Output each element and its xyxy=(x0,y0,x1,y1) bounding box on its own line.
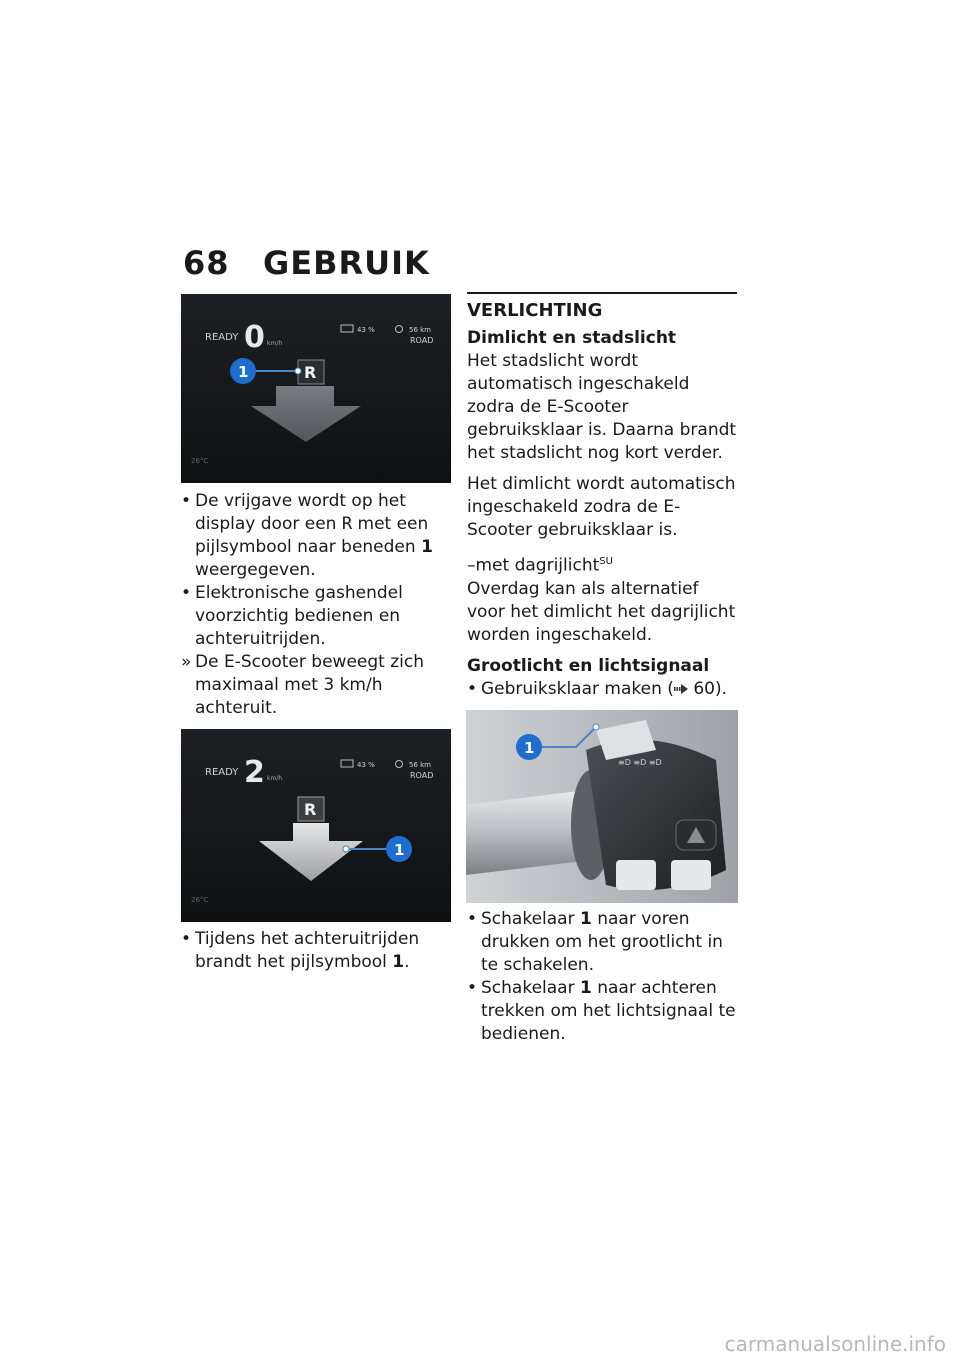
result-item: » De E-Scooter beweegt zich maximaal met 3 km/h achteruit. xyxy=(181,652,424,718)
paragraph: Het stadslicht wordt automatisch ingeschakeld zodra de E-Scooter gebruiksklaar is. Daarna brandt het stadslicht nog kort verder. xyxy=(467,351,737,463)
handlebar-switch-image xyxy=(466,710,738,903)
list-item: • Gebruiksklaar maken ( 60). xyxy=(467,678,727,699)
speed-value: 0 xyxy=(244,320,265,355)
reverse-symbol: R xyxy=(341,514,353,534)
option-line: –met dagrijlicht$^{SU}$ xyxy=(467,555,613,576)
list-item: • Schakelaar 1 naar achteren trekken om het lichtsignaal te bedienen. xyxy=(467,978,736,1044)
subsection-title: Grootlicht en lichtsignaal xyxy=(467,655,710,676)
subsection-title: Dimlicht en stadslicht xyxy=(467,328,677,348)
callout-number: 1 xyxy=(524,739,535,757)
ready-label: READY xyxy=(205,332,239,343)
paragraph: Overdag kan als alternatief voor het dimlicht het dagrijlicht worden ingeschakeld. xyxy=(467,578,736,645)
battery-value: 43 % xyxy=(357,326,375,334)
switch-button xyxy=(616,860,656,890)
battery-value: 43 % xyxy=(357,761,375,769)
paragraph: Het dimlicht wordt automatisch ingeschakeld zodra de E-Scooter gebruiksklaar is. xyxy=(467,474,736,540)
display-image-reversing xyxy=(181,729,451,922)
watermark: carmanualsonline.info xyxy=(724,1332,946,1356)
section-title: VERLICHTING xyxy=(467,292,737,321)
gear-indicator: R xyxy=(304,800,317,819)
ready-label: READY xyxy=(205,767,239,778)
right-column-text xyxy=(467,327,739,701)
list-item: • De vrijgave wordt op het display door een R met een pijlsymbool naar beneden 1 weergegeven. xyxy=(181,491,433,580)
temperature: 26°C xyxy=(191,457,209,465)
list-item: • Schakelaar 1 naar voren drukken om het grootlicht in te schakelen. xyxy=(467,909,723,975)
display-image-reverse-ready xyxy=(181,294,451,483)
ride-mode: ROAD xyxy=(410,336,434,345)
page-number: 68 xyxy=(183,244,230,282)
callout-number: 1 xyxy=(238,363,249,381)
right-instructions xyxy=(467,908,739,1046)
speed-unit: km/h xyxy=(267,340,283,347)
list-item: • Elektronische gashendel voorzichtig bedienen en achteruitrijden. xyxy=(181,583,403,649)
page-reference-icon xyxy=(674,684,688,694)
chapter-title: GEBRUIK xyxy=(263,244,430,282)
gear-indicator: R xyxy=(304,363,317,382)
svg-text:≡D ≡D ≡D: ≡D ≡D ≡D xyxy=(618,758,662,767)
temperature: 26°C xyxy=(191,896,209,904)
speed-value: 2 xyxy=(244,755,265,790)
switch-button xyxy=(671,860,711,890)
ride-mode: ROAD xyxy=(410,771,434,780)
speed-unit: km/h xyxy=(267,775,283,782)
left-instructions-1 xyxy=(181,490,453,720)
page-header xyxy=(183,244,430,282)
callout-number: 1 xyxy=(394,841,405,859)
left-instructions-2 xyxy=(181,928,453,974)
range-value: 56 km xyxy=(409,326,432,334)
range-value: 56 km xyxy=(409,761,432,769)
list-item: • Tijdens het achteruitrijden brandt het pijlsymbool 1. xyxy=(181,929,420,972)
